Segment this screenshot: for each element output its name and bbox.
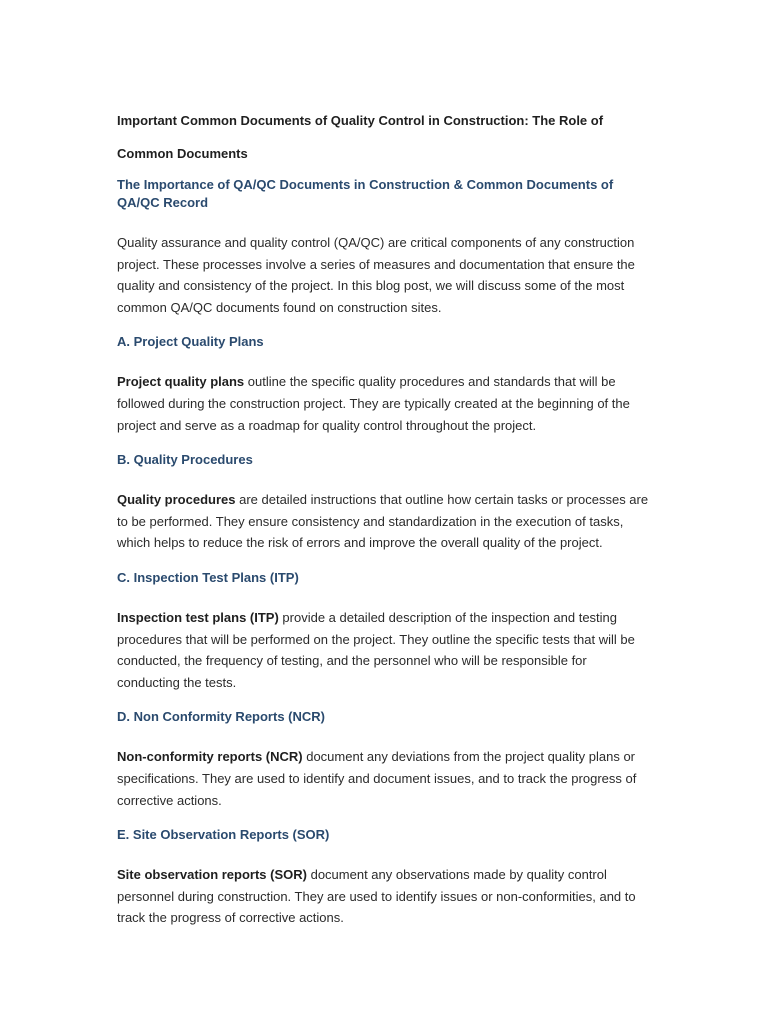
- section-term: Project quality plans: [117, 374, 245, 390]
- section-site-observation-reports: [117, 826, 652, 929]
- section-term: Site observation reports (SOR): [117, 867, 307, 883]
- section-heading: B. Quality Procedures: [117, 452, 253, 468]
- section-heading: E. Site Observation Reports (SOR): [117, 827, 330, 843]
- section-text: are detailed instructions that outline how certain tasks or processes are to be performed. They ensure consistency and standardization in the execution of tasks, which helps to reduce the risk of errors and improve the overall quality of the project.: [117, 492, 649, 551]
- document-subtitle: The Importance of QA/QC Documents in Construction & Common Documents of QA/QC Record: [117, 177, 614, 210]
- document-title: Important Common Documents of Quality Control in Construction: The Role of Common Documents: [117, 113, 604, 161]
- section-body: [117, 864, 652, 929]
- section-heading: D. Non Conformity Reports (NCR): [117, 709, 325, 725]
- section-term: Non-conformity reports (NCR): [117, 749, 303, 765]
- section-quality-procedures: [117, 451, 652, 554]
- section-text: outline the specific quality procedures and standards that will be followed during the construction project. They are typically created at the beginning of the project and serve as a roadmap for quality control throughout the project.: [117, 374, 630, 433]
- section-body: [117, 489, 652, 554]
- section-heading: C. Inspection Test Plans (ITP): [117, 569, 299, 585]
- section-term: Quality procedures: [117, 492, 236, 508]
- intro-paragraph: Quality assurance and quality control (QA/QC) are critical components of any construction project. These processes involve a series of measures and documentation that ensure the quality and consistency of the project. In this blog post, we will discuss some of the most common QA/QC documents found on construction sites.: [117, 235, 635, 315]
- section-text: provide a detailed description of the inspection and testing procedures that will be performed on the project. They outline the specific tests that will be conducted, the frequency of testing, and the personnel who will be responsible for conducting the tests.: [117, 609, 635, 690]
- section-text: document any observations made by quality control personnel during construction. They are used to identify issues or non-conformities, and to track the progress of corrective actions.: [117, 867, 636, 926]
- section-body: [117, 746, 652, 811]
- section-non-conformity-reports: [117, 708, 652, 811]
- section-text: document any deviations from the project quality plans or specifications. They are used to identify and document issues, and to track the progress of corrective actions.: [117, 749, 637, 808]
- section-body: [117, 371, 652, 436]
- section-body: [117, 607, 652, 693]
- section-inspection-test-plans: [117, 569, 652, 693]
- section-heading: A. Project Quality Plans: [117, 334, 264, 350]
- section-term: Inspection test plans (ITP): [117, 609, 279, 625]
- document-page: [117, 104, 652, 929]
- section-project-quality-plans: [117, 333, 652, 436]
